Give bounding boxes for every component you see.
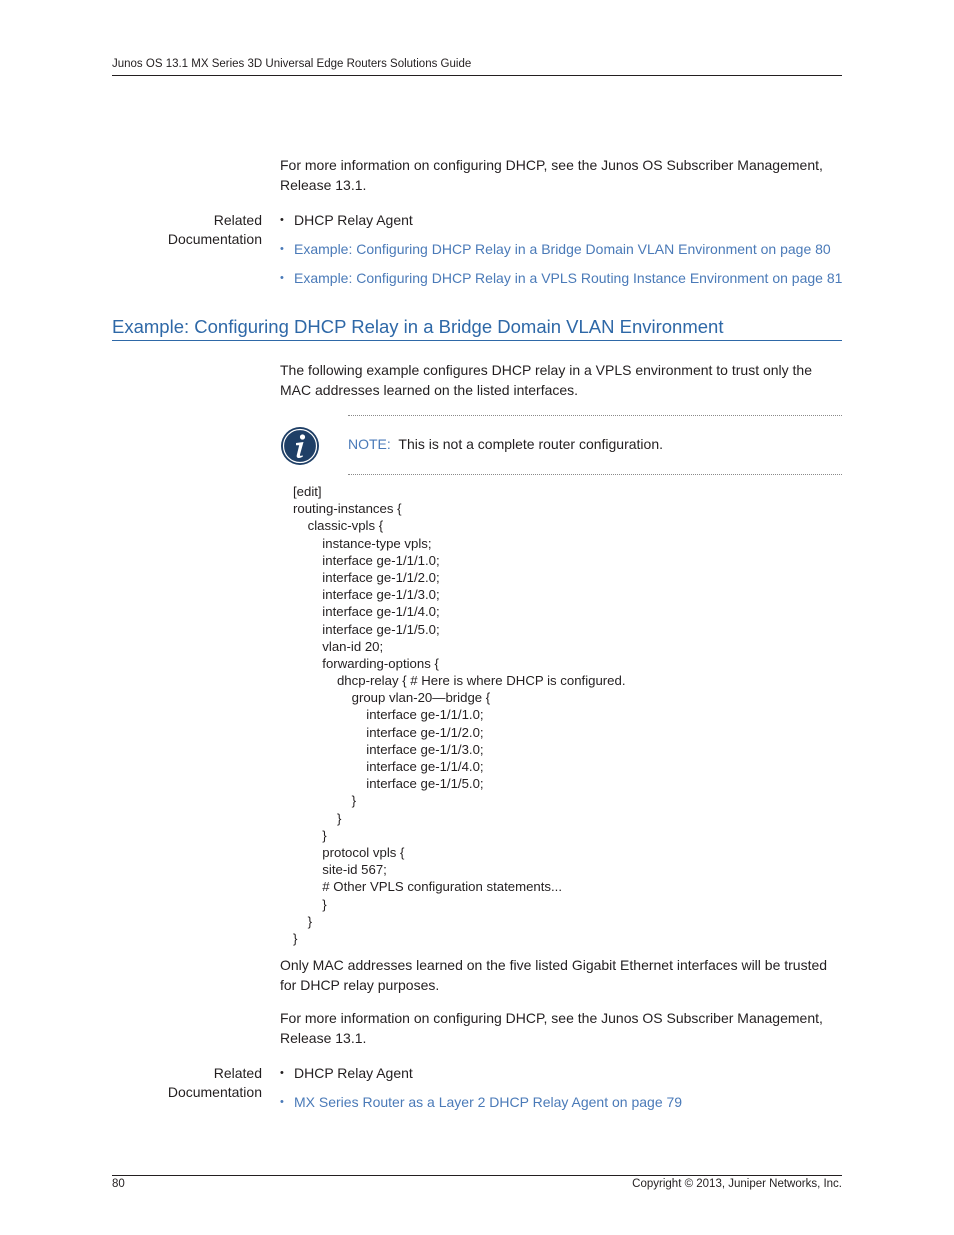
list-item	[280, 211, 845, 240]
info-icon	[280, 426, 320, 466]
intro-paragraph: For more information on configuring DHCP, see the Junos OS Subscriber Management, Release 13.1.	[280, 157, 823, 193]
code-line: [edit]	[293, 484, 322, 499]
note	[348, 435, 663, 454]
code-line: interface ge-1/1/1.0;	[293, 707, 484, 723]
code-line: instance-type vpls;	[293, 535, 432, 551]
code-line: }	[293, 896, 327, 912]
related-label-line1: Related	[213, 1065, 262, 1081]
code-line: }	[293, 930, 298, 946]
footer-rule	[112, 1175, 842, 1176]
code-line: interface ge-1/1/3.0;	[293, 587, 440, 603]
list-item[interactable]	[280, 269, 845, 298]
related-label-line2: Documentation	[167, 231, 262, 247]
code-line: interface ge-1/1/3.0;	[293, 741, 484, 757]
related-link[interactable]: MX Series Router as a Layer 2 DHCP Relay Agent on page 79	[294, 1094, 683, 1110]
code-line: group vlan-20—bridge {	[293, 690, 491, 706]
code-line: }	[293, 793, 357, 809]
related-list-bottom	[280, 1064, 845, 1122]
related-label-line1: Related	[213, 212, 262, 228]
code-line: }	[293, 810, 342, 826]
more-info-paragraph: For more information on configuring DHCP, see the Junos OS Subscriber Management, Release 13.1.	[280, 1010, 823, 1046]
section-title: Example: Configuring DHCP Relay in a Bridge Domain VLAN Environment	[112, 316, 724, 337]
code-line: interface ge-1/1/5.0;	[293, 621, 440, 637]
section-rule	[112, 340, 842, 341]
code-line: interface ge-1/1/4.0;	[293, 759, 484, 774]
code-line: }	[293, 827, 327, 843]
related-link[interactable]: Example: Configuring DHCP Relay in a VPLS Routing Instance Environment on page 81	[294, 270, 843, 286]
header-rule	[112, 75, 842, 76]
code-line: interface ge-1/1/5.0;	[293, 776, 484, 792]
code-line: interface ge-1/1/1.0;	[293, 552, 440, 568]
code-line: interface ge-1/1/4.0;	[293, 604, 440, 620]
code-line: }	[293, 913, 313, 929]
related-item-text: DHCP Relay Agent	[294, 212, 413, 228]
code-line: protocol vpls {	[293, 844, 405, 860]
code-line: classic-vpls {	[293, 518, 384, 534]
code-line: interface ge-1/1/2.0;	[293, 569, 440, 585]
code-line: dhcp-relay { # Here is where DHCP is configured.	[293, 673, 626, 689]
list-item	[280, 1064, 845, 1093]
code-line: # Other VPLS configuration statements...	[293, 879, 563, 895]
related-link[interactable]: Example: Configuring DHCP Relay in a Bridge Domain VLAN Environment on page 80	[294, 241, 831, 257]
list-item[interactable]	[280, 1093, 845, 1122]
code-line: interface ge-1/1/2.0;	[293, 724, 484, 740]
related-documentation-label	[112, 211, 262, 249]
note-label: NOTE:	[348, 436, 391, 452]
note-text: This is not a complete router configuration.	[398, 436, 663, 452]
related-list-top	[280, 211, 845, 298]
section-intro: The following example configures DHCP relay in a VPLS environment to trust only the MAC addresses learned on the listed interfaces.	[280, 362, 813, 398]
page-number: 80	[112, 1178, 125, 1190]
related-label-line2: Documentation	[167, 1084, 262, 1100]
code-line: routing-instances {	[293, 501, 402, 517]
related-documentation-label	[112, 1064, 262, 1102]
related-item-text: DHCP Relay Agent	[294, 1065, 413, 1081]
note-top-rule	[348, 415, 842, 416]
list-item[interactable]	[280, 240, 845, 269]
code-line: site-id 567;	[293, 862, 387, 878]
code-block	[293, 483, 626, 947]
note-bottom-rule	[348, 474, 842, 475]
running-header: Junos OS 13.1 MX Series 3D Universal Edge Routers Solutions Guide	[112, 58, 472, 70]
copyright: Copyright © 2013, Juniper Networks, Inc.	[632, 1178, 842, 1190]
code-line: vlan-id 20;	[293, 638, 384, 654]
after-code-paragraph: Only MAC addresses learned on the five listed Gigabit Ethernet interfaces will be trusted for DHCP relay purposes.	[280, 957, 828, 993]
code-line: forwarding-options {	[293, 655, 439, 671]
